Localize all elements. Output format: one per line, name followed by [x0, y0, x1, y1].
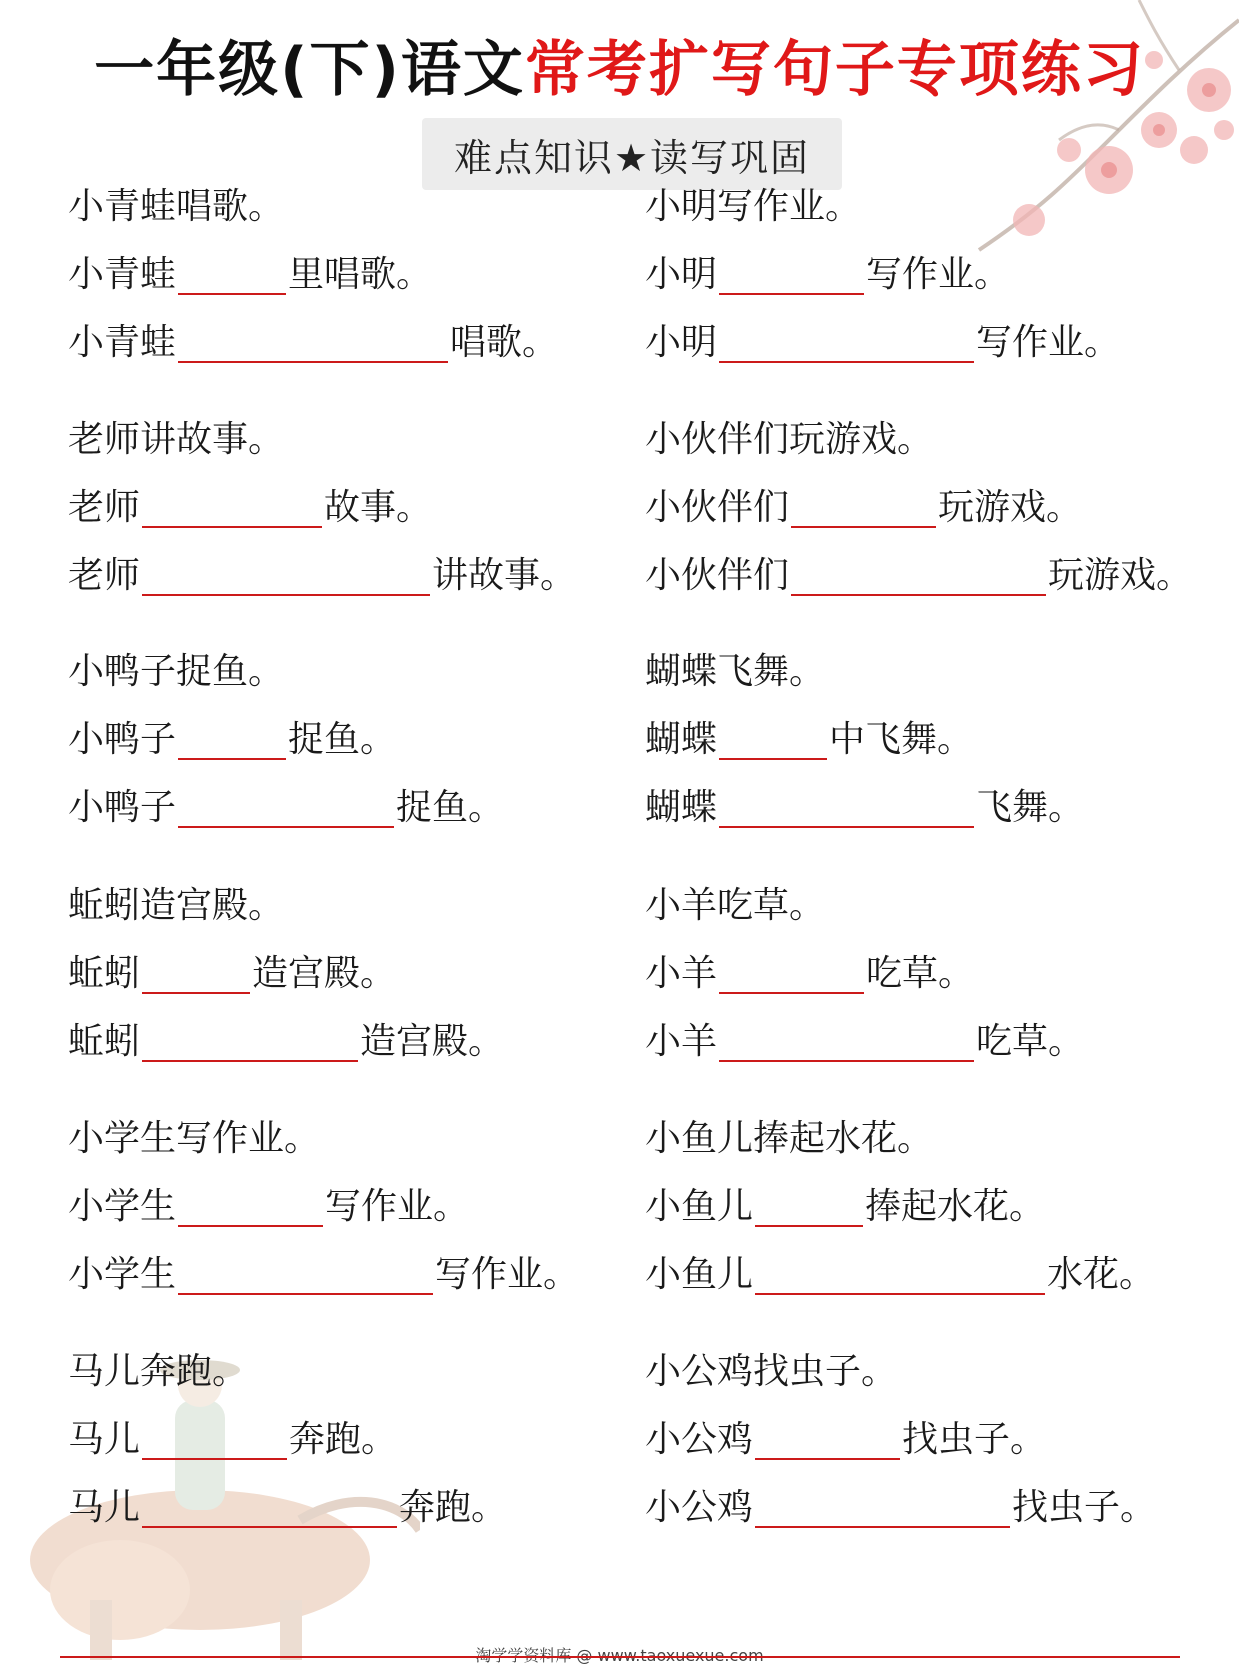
expansion-line	[68, 1183, 469, 1231]
fill-in-blank[interactable]	[178, 1225, 323, 1227]
expansion-line	[645, 1183, 1045, 1231]
expansion-line	[68, 1018, 504, 1066]
sentence-subject: 小公鸡	[645, 1487, 754, 1528]
subtitle-banner	[422, 118, 842, 190]
fill-in-blank[interactable]	[178, 826, 394, 828]
sentence-subject: 蚯蚓	[68, 1021, 141, 1062]
base-sentence-text: 马儿奔跑。	[68, 1351, 249, 1392]
fill-in-blank[interactable]	[755, 1458, 900, 1460]
sentence-subject: 小羊	[645, 1021, 718, 1062]
sentence-subject: 蚯蚓	[68, 953, 141, 994]
expansion-line	[68, 552, 576, 600]
fill-in-blank[interactable]	[178, 1293, 433, 1295]
expansion-line	[68, 484, 432, 532]
fill-in-blank[interactable]	[791, 526, 936, 528]
expansion-line	[645, 319, 1120, 367]
fill-in-blank[interactable]	[178, 758, 286, 760]
base-sentence	[68, 648, 284, 696]
expansion-line	[645, 1251, 1155, 1299]
sentence-predicate: 找虫子。	[902, 1419, 1047, 1460]
sentence-subject: 马儿	[68, 1419, 141, 1460]
sentence-predicate: 玩游戏。	[1048, 555, 1193, 596]
base-sentence	[645, 882, 825, 930]
fill-in-blank[interactable]	[755, 1293, 1045, 1295]
sentence-predicate: 玩游戏。	[938, 487, 1083, 528]
sentence-subject: 老师	[68, 555, 141, 596]
expansion-line	[68, 251, 432, 299]
page-title	[0, 22, 1239, 108]
base-sentence-text: 蚯蚓造宫殿。	[68, 885, 285, 926]
footer-divider	[60, 1656, 1180, 1658]
fill-in-blank[interactable]	[719, 361, 974, 363]
sentence-subject: 小鸭子	[68, 787, 177, 828]
sentence-predicate: 捧起水花。	[865, 1186, 1046, 1227]
sentence-subject: 小青蛙	[68, 254, 177, 295]
sentence-predicate: 里唱歌。	[288, 254, 433, 295]
fill-in-blank[interactable]	[142, 992, 250, 994]
fill-in-blank[interactable]	[142, 526, 322, 528]
sentence-predicate: 写作业。	[435, 1254, 580, 1295]
sentence-predicate: 写作业。	[866, 254, 1011, 295]
fill-in-blank[interactable]	[755, 1526, 1010, 1528]
expansion-line	[68, 950, 396, 998]
sentence-predicate: 写作业。	[976, 322, 1121, 363]
sentence-subject: 小公鸡	[645, 1419, 754, 1460]
footer-source	[0, 1643, 1239, 1666]
base-sentence-text: 蝴蝶飞舞。	[645, 651, 826, 692]
base-sentence-text: 老师讲故事。	[68, 419, 285, 460]
base-sentence	[645, 183, 861, 231]
sentence-predicate: 造宫殿。	[360, 1021, 505, 1062]
sentence-predicate: 写作业。	[325, 1186, 470, 1227]
expansion-line	[68, 1251, 579, 1299]
base-sentence-text: 小学生写作业。	[68, 1118, 321, 1159]
sentence-subject: 小鸭子	[68, 719, 177, 760]
fill-in-blank[interactable]	[719, 758, 827, 760]
sentence-subject: 小明	[645, 322, 718, 363]
fill-in-blank[interactable]	[142, 594, 430, 596]
fill-in-blank[interactable]	[791, 594, 1046, 596]
sentence-subject: 小学生	[68, 1254, 177, 1295]
base-sentence	[68, 183, 284, 231]
base-sentence-text: 小明写作业。	[645, 186, 862, 227]
expansion-line	[68, 1416, 397, 1464]
fill-in-blank[interactable]	[178, 293, 286, 295]
expansion-line	[645, 1484, 1156, 1532]
expansion-line	[645, 484, 1082, 532]
base-sentence	[68, 416, 284, 464]
sentence-subject: 马儿	[68, 1487, 141, 1528]
expansion-line	[645, 1416, 1046, 1464]
sentence-subject: 蝴蝶	[645, 719, 718, 760]
expansion-line	[645, 552, 1192, 600]
sentence-subject: 小明	[645, 254, 718, 295]
sentence-predicate: 奔跑。	[289, 1419, 398, 1460]
sentence-predicate: 水花。	[1047, 1254, 1156, 1295]
base-sentence	[645, 416, 933, 464]
sentence-predicate: 讲故事。	[432, 555, 577, 596]
sentence-predicate: 捉鱼。	[396, 787, 505, 828]
expansion-line	[68, 1484, 507, 1532]
sentence-subject: 蝴蝶	[645, 787, 718, 828]
fill-in-blank[interactable]	[719, 992, 864, 994]
sentence-predicate: 奔跑。	[399, 1487, 508, 1528]
base-sentence	[645, 648, 825, 696]
expansion-line	[645, 950, 974, 998]
fill-in-blank[interactable]	[719, 826, 974, 828]
sentence-subject: 小伙伴们	[645, 487, 790, 528]
expansion-line	[68, 319, 558, 367]
sentence-predicate: 造宫殿。	[252, 953, 397, 994]
sentence-predicate: 找虫子。	[1012, 1487, 1157, 1528]
base-sentence-text: 小鱼儿捧起水花。	[645, 1118, 934, 1159]
sentence-subject: 小羊	[645, 953, 718, 994]
expansion-line	[645, 716, 973, 764]
base-sentence-text: 小伙伴们玩游戏。	[645, 419, 934, 460]
base-sentence-text: 小羊吃草。	[645, 885, 826, 926]
sentence-subject: 小鱼儿	[645, 1254, 754, 1295]
sentence-subject: 小学生	[68, 1186, 177, 1227]
sentence-predicate: 吃草。	[866, 953, 975, 994]
base-sentence	[68, 1115, 320, 1163]
base-sentence	[68, 1348, 248, 1396]
expansion-line	[645, 251, 1010, 299]
base-sentence	[645, 1348, 897, 1396]
fill-in-blank[interactable]	[142, 1060, 358, 1062]
sentence-subject: 小青蛙	[68, 322, 177, 363]
sentence-subject: 老师	[68, 487, 141, 528]
sentence-subject: 小鱼儿	[645, 1186, 754, 1227]
expansion-line	[645, 1018, 1084, 1066]
sentence-predicate: 捉鱼。	[288, 719, 397, 760]
base-sentence	[645, 1115, 933, 1163]
subtitle: 难点知识★读写巩固	[453, 135, 811, 180]
sentence-predicate: 吃草。	[976, 1021, 1085, 1062]
fill-in-blank[interactable]	[178, 361, 448, 363]
fill-in-blank[interactable]	[142, 1526, 397, 1528]
expansion-line	[68, 716, 396, 764]
fill-in-blank[interactable]	[142, 1458, 287, 1460]
sentence-subject: 小伙伴们	[645, 555, 790, 596]
fill-in-blank[interactable]	[719, 293, 864, 295]
title-red-part: 常考扩写句子专项练习	[524, 35, 1145, 105]
base-sentence	[68, 882, 284, 930]
sentence-predicate: 飞舞。	[976, 787, 1085, 828]
base-sentence-text: 小鸭子捉鱼。	[68, 651, 285, 692]
title-black-part: 一年级(下)语文	[94, 35, 525, 105]
sentence-predicate: 唱歌。	[450, 322, 559, 363]
fill-in-blank[interactable]	[719, 1060, 974, 1062]
sentence-predicate: 中飞舞。	[829, 719, 974, 760]
expansion-line	[645, 784, 1084, 832]
base-sentence-text: 小青蛙唱歌。	[68, 186, 285, 227]
fill-in-blank[interactable]	[755, 1225, 863, 1227]
sentence-predicate: 故事。	[324, 487, 433, 528]
base-sentence-text: 小公鸡找虫子。	[645, 1351, 898, 1392]
expansion-line	[68, 784, 504, 832]
